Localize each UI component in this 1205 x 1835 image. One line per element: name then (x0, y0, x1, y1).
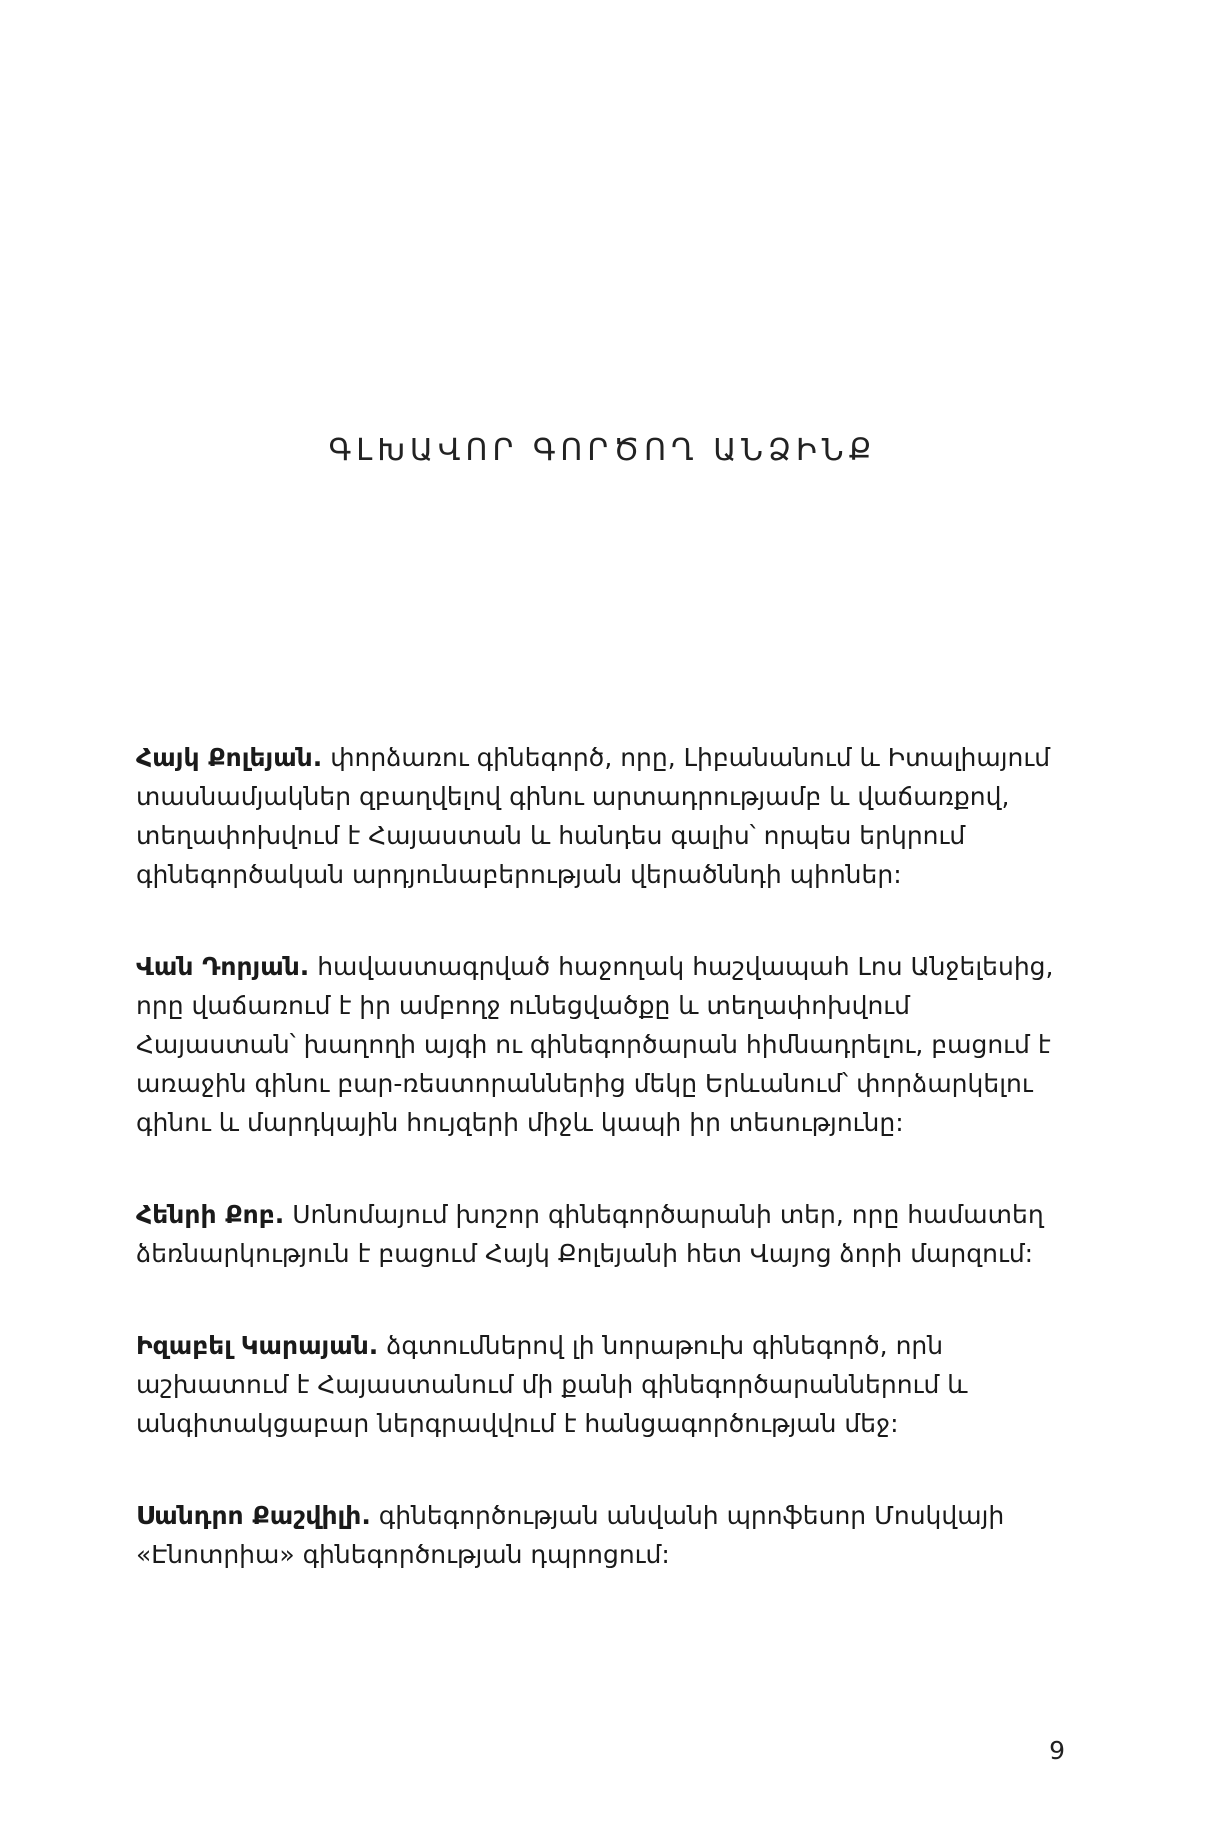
page-number: 9 (1049, 1736, 1065, 1765)
character-name: Հայկ Քոլեյան. (136, 743, 323, 772)
character-name: Հենրի Քոբ. (136, 1200, 285, 1229)
character-description: հավաստագրված հաջողակ հաշվապահ Լոս Անջելեսից, որը վաճառում է իր ամբողջ ունեցվածքը և տեղափոխվում Հայաստան՝ խաղողի այգի ու գինեգործարան հիմնադրելու, բացում է առաջին գինու բար-ռեստորաններից մեկը Երևանում՝ փորձարկելու գինու և մարդկային հույզերի միջև կապի իր տեսությունը: (136, 952, 1054, 1137)
character-entry (136, 738, 1071, 894)
character-entry (136, 1195, 1071, 1273)
character-name: Վան Դորյան. (136, 952, 310, 981)
character-description: փորձառու գինեգործ, որը, Լիբանանում և Իտալիայում տասնամյակներ զբաղվելով գինու արտադրությամբ և վաճառքով, տեղափոխվում է Հայաստան և հանդես գալիս՝ որպես երկրում գինեգործական արդյունաբերության վերածննդի պիոներ: (136, 743, 1051, 889)
character-list (136, 738, 1071, 1627)
character-description: ձգտումներով լի նորաթուխ գինեգործ, որն աշխատում է Հայաստանում մի քանի գինեգործարաններում և անգիտակցաբար ներգրավվում է հանցագործության մեջ: (136, 1331, 968, 1438)
page-title: ԳԼԽԱՎՈՐ ԳՈՐԾՈՂ ԱՆՁԻՆՔ (328, 433, 877, 468)
character-entry (136, 947, 1071, 1142)
character-description: գինեգործության անվանի պրոֆեսոր Մոսկվայի «Էնոտրիա» գինեգործության դպրոցում: (136, 1501, 1005, 1569)
character-name: Սանդրո Քաշվիլի. (136, 1501, 371, 1530)
character-description: Սոնոմայում խոշոր գինեգործարանի տեր, որը համատեղ ձեռնարկություն է բացում Հայկ Քոլեյանի հետ Վայոց ձորի մարզում: (136, 1200, 1044, 1268)
character-entry (136, 1326, 1071, 1443)
character-name: Իզաբել Կարայան. (136, 1331, 379, 1360)
character-entry (136, 1496, 1071, 1574)
